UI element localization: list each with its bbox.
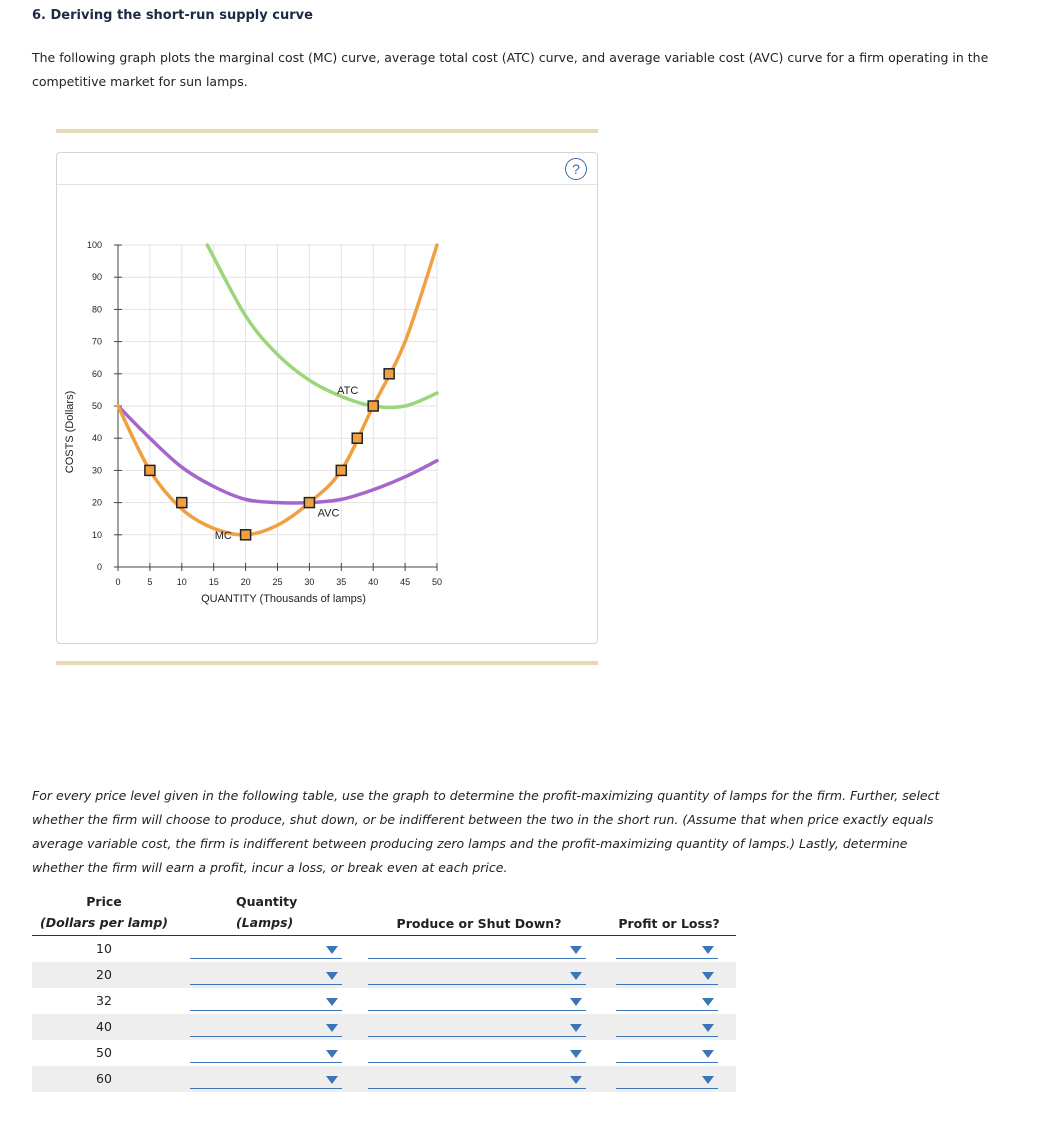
quantity-dropdown[interactable]: [190, 1018, 342, 1037]
quantity-header-unit: (Lamps): [236, 915, 294, 930]
quantity-header-label: Quantity: [236, 894, 298, 909]
curve-label-mc: MC: [214, 529, 232, 542]
y-tick-label: 30: [91, 465, 102, 476]
x-tick-label: 50: [431, 577, 443, 587]
x-tick-label: 5: [147, 577, 153, 587]
table-row: [32, 1040, 736, 1066]
cost-curves-chart: [57, 153, 597, 643]
question-intro: The following graph plots the marginal cost (MC) curve, average total cost (ATC) curve, and average variable cost (AVC) curve for a firm operating in the competitive market for sun lamps.: [32, 50, 989, 89]
y-tick-label: 100: [86, 240, 102, 250]
graph-bottom-rule: [56, 661, 598, 665]
price-cell: 20: [96, 967, 112, 982]
x-tick-label: 10: [176, 577, 187, 587]
atc-curve: [207, 245, 437, 407]
y-tick-label: 10: [91, 529, 102, 540]
y-tick-label: 20: [91, 497, 102, 508]
chevron-down-icon: [326, 998, 338, 1006]
y-tick-label: 50: [91, 401, 102, 411]
price-cell: 40: [96, 1019, 112, 1034]
price-cell: 32: [96, 993, 112, 1008]
mc-point-marker: [352, 433, 362, 443]
x-tick-label: 35: [336, 577, 347, 587]
chevron-down-icon: [570, 972, 582, 980]
price-cell: 60: [96, 1071, 112, 1086]
curve-label-avc: AVC: [317, 507, 340, 520]
x-tick-label: 0: [115, 577, 121, 587]
table-row: [32, 1014, 736, 1040]
produce-header: Produce or Shut Down?: [396, 916, 562, 931]
chevron-down-icon: [326, 1076, 338, 1084]
mc-point-marker: [145, 465, 155, 475]
chevron-down-icon: [570, 1050, 582, 1058]
profit-dropdown[interactable]: [616, 940, 718, 959]
graph-panel: [56, 152, 598, 644]
produce-dropdown[interactable]: [368, 966, 586, 985]
quantity-dropdown[interactable]: [190, 966, 342, 985]
x-tick-label: 40: [368, 577, 379, 587]
price-header-unit: (Dollars per lamp): [40, 915, 168, 930]
curve-label-atc: ATC: [337, 384, 359, 397]
profit-dropdown[interactable]: [616, 1044, 718, 1063]
x-axis-label: QUANTITY (Thousands of lamps): [201, 593, 366, 605]
chevron-down-icon: [702, 1050, 714, 1058]
table-instructions: For every price level given in the following table, use the graph to determine the profit-maximizing quantity of lamps for the firm. Further, select whether the firm will choose to produce, shut down, or be indifferent between the two in the short run. (Assume that when price exactly equals average variable cost, the firm is indifferent between producing zero lamps and the profit-maximizing quantity of lamps.) Lastly, determine whether the firm will earn a profit, incur a loss, or break even at each price.: [32, 788, 940, 875]
x-tick-label: 30: [304, 577, 315, 587]
table-row: [32, 936, 736, 962]
graph-top-rule: [56, 129, 598, 133]
profit-dropdown[interactable]: [616, 966, 718, 985]
y-tick-label: 60: [91, 368, 102, 379]
chevron-down-icon: [702, 946, 714, 954]
quantity-dropdown[interactable]: [190, 1044, 342, 1063]
produce-dropdown[interactable]: [368, 1044, 586, 1063]
chevron-down-icon: [570, 1076, 582, 1084]
y-axis-label: COSTS (Dollars): [64, 390, 76, 474]
mc-point-marker: [336, 465, 346, 475]
price-header-label: Price: [86, 894, 122, 909]
chevron-down-icon: [702, 1076, 714, 1084]
profit-dropdown[interactable]: [616, 1018, 718, 1037]
y-tick-label: 40: [91, 433, 102, 444]
produce-dropdown[interactable]: [368, 1018, 586, 1037]
quantity-header: [190, 894, 386, 930]
x-tick-label: 15: [208, 577, 219, 587]
mc-point-marker: [177, 498, 187, 508]
chevron-down-icon: [326, 1050, 338, 1058]
y-tick-label: 0: [96, 562, 102, 572]
x-tick-label: 45: [400, 577, 411, 587]
mc-point-marker: [304, 498, 314, 508]
table-row: [32, 1066, 736, 1092]
chevron-down-icon: [570, 998, 582, 1006]
produce-dropdown[interactable]: [368, 1070, 586, 1089]
chevron-down-icon: [326, 1024, 338, 1032]
table-row: [32, 988, 736, 1014]
price-cell: 10: [96, 941, 112, 956]
price-cell: 50: [96, 1045, 112, 1060]
quantity-dropdown[interactable]: [190, 940, 342, 959]
quantity-dropdown[interactable]: [190, 992, 342, 1011]
y-tick-label: 70: [91, 336, 102, 347]
quantity-dropdown[interactable]: [190, 1070, 342, 1089]
help-button[interactable]: ?: [565, 158, 587, 180]
produce-dropdown[interactable]: [368, 940, 586, 959]
produce-dropdown[interactable]: [368, 992, 586, 1011]
x-tick-label: 20: [240, 577, 251, 587]
profit-dropdown[interactable]: [616, 1070, 718, 1089]
chevron-down-icon: [570, 946, 582, 954]
chevron-down-icon: [326, 946, 338, 954]
mc-point-marker: [241, 530, 251, 540]
profit-dropdown[interactable]: [616, 992, 718, 1011]
chevron-down-icon: [570, 1024, 582, 1032]
price-header: [32, 894, 176, 930]
mc-point-marker: [384, 369, 394, 379]
chevron-down-icon: [702, 998, 714, 1006]
mc-point-marker: [368, 401, 378, 411]
y-tick-label: 80: [91, 304, 102, 315]
chevron-down-icon: [702, 1024, 714, 1032]
question-title: 6. Deriving the short-run supply curve: [32, 8, 313, 23]
table-row: [32, 962, 736, 988]
profit-header: Profit or Loss?: [618, 916, 720, 931]
x-tick-label: 25: [272, 577, 283, 587]
y-tick-label: 90: [91, 272, 102, 283]
chevron-down-icon: [702, 972, 714, 980]
chevron-down-icon: [326, 972, 338, 980]
